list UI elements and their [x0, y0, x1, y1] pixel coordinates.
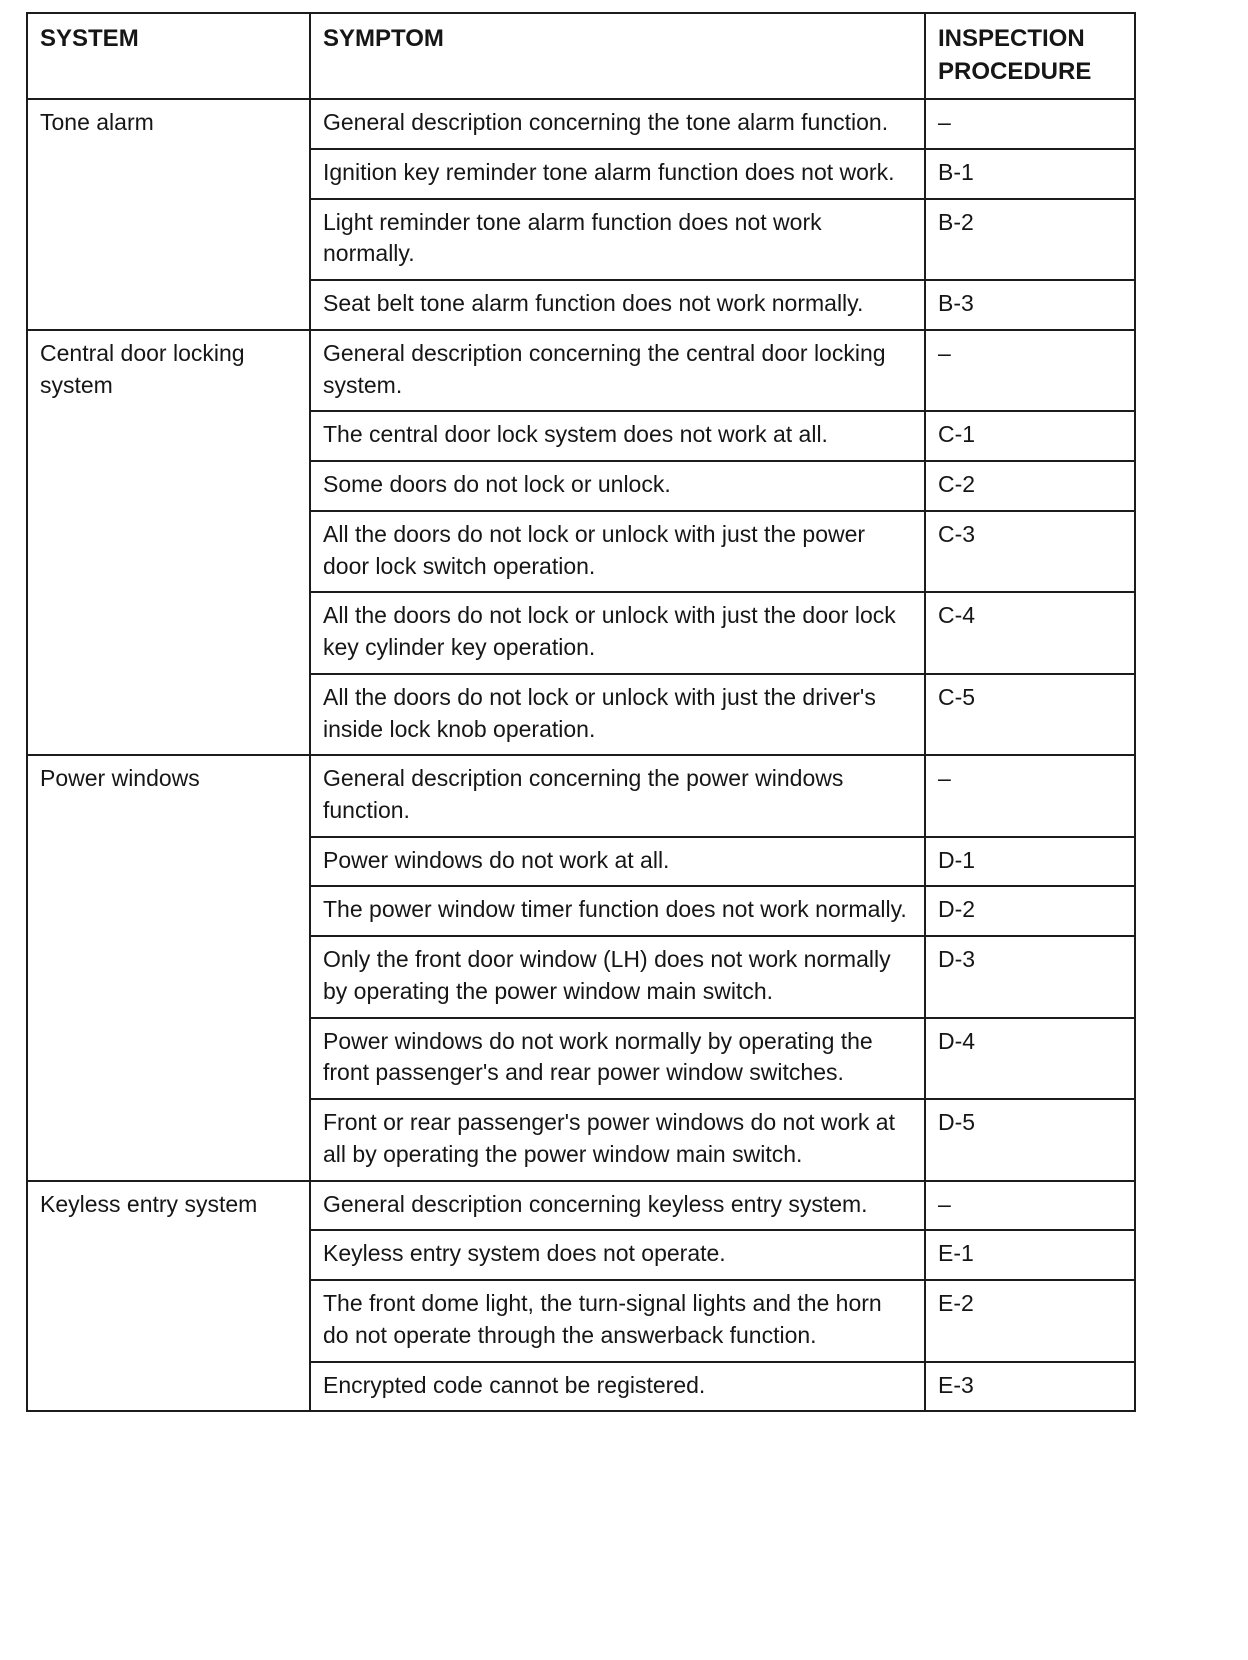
- symptom-cell: Power windows do not work normally by operating the front passenger's and rear power window switches.: [310, 1018, 925, 1099]
- symptom-cell: The central door lock system does not work at all.: [310, 411, 925, 461]
- system-cell: Power windows: [27, 755, 310, 1180]
- symptom-cell: Power windows do not work at all.: [310, 837, 925, 887]
- procedure-cell: B-2: [925, 199, 1135, 280]
- procedure-cell: C-5: [925, 674, 1135, 755]
- system-cell: Tone alarm: [27, 99, 310, 330]
- symptom-cell: All the doors do not lock or unlock with just the driver's inside lock knob operation.: [310, 674, 925, 755]
- header-inspection-procedure: INSPECTION PROCEDURE: [925, 13, 1135, 99]
- symptom-cell: General description concerning keyless entry system.: [310, 1181, 925, 1231]
- table-row: [27, 1181, 1135, 1231]
- procedure-cell: C-1: [925, 411, 1135, 461]
- symptom-cell: Front or rear passenger's power windows do not work at all by operating the power window main switch.: [310, 1099, 925, 1180]
- procedure-cell: E-2: [925, 1280, 1135, 1361]
- symptom-cell: Ignition key reminder tone alarm function does not work.: [310, 149, 925, 199]
- symptom-cell: Keyless entry system does not operate.: [310, 1230, 925, 1280]
- header-symptom: SYMPTOM: [310, 13, 925, 99]
- symptom-cell: All the doors do not lock or unlock with just the power door lock switch operation.: [310, 511, 925, 592]
- procedure-cell: D-2: [925, 886, 1135, 936]
- procedure-cell: D-4: [925, 1018, 1135, 1099]
- table-row: [27, 755, 1135, 836]
- system-cell: Keyless entry system: [27, 1181, 310, 1412]
- procedure-cell: D-3: [925, 936, 1135, 1017]
- table-row: [27, 99, 1135, 149]
- procedure-cell: E-1: [925, 1230, 1135, 1280]
- symptom-cell: The front dome light, the turn-signal lights and the horn do not operate through the answerback function.: [310, 1280, 925, 1361]
- symptom-table: [26, 12, 1136, 1412]
- table-header-row: [27, 13, 1135, 99]
- procedure-cell: –: [925, 755, 1135, 836]
- procedure-cell: –: [925, 330, 1135, 411]
- procedure-cell: B-3: [925, 280, 1135, 330]
- procedure-cell: C-2: [925, 461, 1135, 511]
- procedure-cell: E-3: [925, 1362, 1135, 1412]
- symptom-cell: Only the front door window (LH) does not work normally by operating the power window main switch.: [310, 936, 925, 1017]
- symptom-cell: All the doors do not lock or unlock with just the door lock key cylinder key operation.: [310, 592, 925, 673]
- symptom-cell: Seat belt tone alarm function does not work normally.: [310, 280, 925, 330]
- symptom-cell: Light reminder tone alarm function does not work normally.: [310, 199, 925, 280]
- symptom-cell: The power window timer function does not work normally.: [310, 886, 925, 936]
- symptom-cell: General description concerning the power windows function.: [310, 755, 925, 836]
- header-system: SYSTEM: [27, 13, 310, 99]
- system-cell: Central door locking system: [27, 330, 310, 755]
- procedure-cell: D-5: [925, 1099, 1135, 1180]
- procedure-cell: D-1: [925, 837, 1135, 887]
- procedure-cell: –: [925, 1181, 1135, 1231]
- symptom-cell: General description concerning the central door locking system.: [310, 330, 925, 411]
- table-row: [27, 330, 1135, 411]
- procedure-cell: C-4: [925, 592, 1135, 673]
- procedure-cell: C-3: [925, 511, 1135, 592]
- procedure-cell: –: [925, 99, 1135, 149]
- procedure-cell: B-1: [925, 149, 1135, 199]
- symptom-cell: General description concerning the tone alarm function.: [310, 99, 925, 149]
- symptom-cell: Encrypted code cannot be registered.: [310, 1362, 925, 1412]
- symptom-cell: Some doors do not lock or unlock.: [310, 461, 925, 511]
